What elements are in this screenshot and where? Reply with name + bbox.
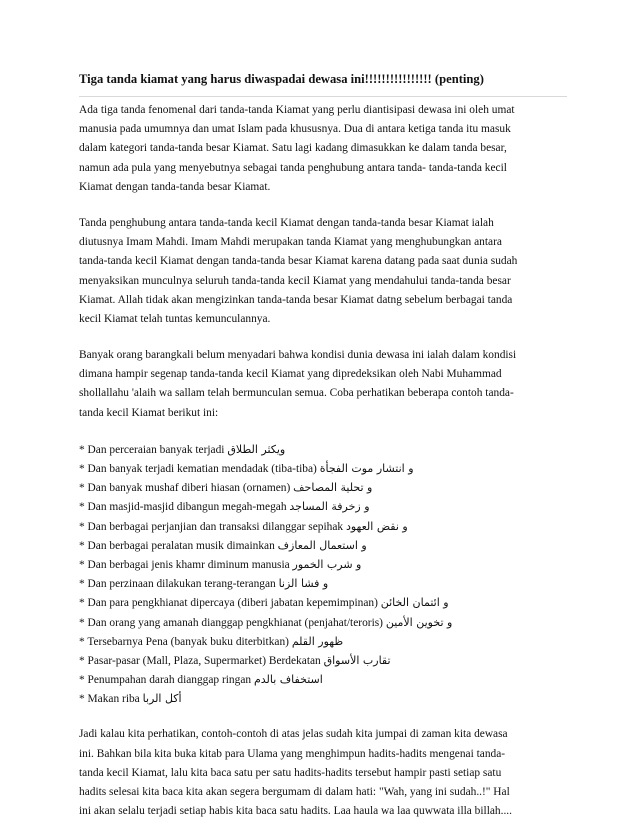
document-page	[79, 70, 567, 838]
paragraph-line: Ada tiga tanda fenomenal dari tanda-tanda Kiamat yang perlu diantisipasi dewasa ini oleh umat	[79, 104, 515, 116]
list-item-arabic: استخفاف بالدم	[253, 673, 323, 687]
list-item-text: * Tersebarnya Pena (banyak buku diterbitkan)	[79, 635, 289, 648]
paragraph-line: namun ada pula yang menyebutnya sebagai tanda penghubung antara tanda- tanda-tanda kecil	[79, 161, 507, 174]
list-item	[79, 536, 567, 555]
list-item-arabic: ظهور القلم	[291, 634, 344, 648]
paragraph-line: kecil Kiamat telah tuntas kemunculannya.	[79, 312, 271, 325]
paragraph-line: tanda kecil Kiamat berikut ini:	[79, 406, 219, 419]
paragraph-line: menyaksikan munculnya seluruh tanda-tanda kecil Kiamat yang mendahului tanda-tanda besar	[79, 274, 511, 287]
list-item-text: * Dan orang yang amanah dianggap pengkhianat (penjahat/teroris)	[79, 616, 383, 629]
list-item	[79, 517, 567, 536]
list-item-text: * Penumpahan darah dianggap ringan	[79, 674, 252, 687]
list-item-arabic: و انتشار موت الفجأة	[319, 462, 414, 475]
list-item	[79, 574, 567, 593]
list-item-arabic: تقارب الأسواق	[323, 653, 391, 667]
list-item-text: * Dan berbagai jenis khamr diminum manusia	[79, 558, 290, 571]
list-item-text: * Dan berbagai perjanjian dan transaksi dilanggar sepihak	[79, 520, 344, 533]
paragraph-line: shollallahu 'alaih wa sallam telah bermunculan semua. Coba perhatikan beberapa contoh tanda-	[79, 387, 514, 400]
paragraph-line: tanda-tanda kecil Kiamat dengan tanda-tanda besar Kiamat karena datang pada saat dunia sudah	[79, 255, 518, 268]
list-item	[79, 689, 567, 708]
list-item-text: * Dan perzinaan dilakukan terang-terangan	[79, 578, 276, 591]
list-item-text: * Dan para pengkhianat dipercaya (diberi jabatan kepemimpinan)	[79, 597, 378, 610]
list-item-arabic: و شرب الخمور	[292, 557, 362, 571]
paragraph-2	[79, 214, 567, 329]
list-item-text: * Dan banyak mushaf diberi hiasan (ornamen)	[79, 482, 291, 495]
paragraph-line: Banyak orang barangkali belum menyadari bahwa kondisi dunia dewasa ini ialah dalam kondisi	[79, 349, 517, 362]
list-item-arabic: و تحلية المصاحف	[293, 481, 373, 495]
paragraph-line: hadits selesai kita baca kita akan segera bergumam di dalam hati: "Wah, yang ini sudah..!" Hal	[79, 786, 510, 798]
paragraph-line: Tanda penghubung antara tanda-tanda kecil Kiamat dengan tanda-tanda besar Kiamat ialah	[79, 216, 494, 229]
paragraph-3	[79, 346, 567, 423]
closing-paragraph	[79, 725, 567, 821]
list-item	[79, 497, 567, 516]
list-item-arabic: و فشا الزنا	[278, 577, 329, 591]
list-item-arabic: و ائتمان الخائن	[380, 596, 449, 610]
paragraph-line: ini. Bahkan bila kita buka kitab para Ulama yang menghimpun hadits-hadits mengenai tanda-	[79, 747, 506, 760]
paragraph-line: Kiamat dengan tanda-tanda besar Kiamat.	[79, 180, 271, 193]
list-item-text: * Dan banyak terjadi kematian mendadak (tiba-tiba)	[79, 463, 317, 475]
paragraph-1	[79, 101, 567, 197]
title-divider	[79, 96, 567, 97]
list-item	[79, 651, 567, 670]
list-item-arabic: و نقض العهود	[345, 519, 408, 533]
list-item	[79, 613, 567, 632]
paragraph-line: Jadi kalau kita perhatikan, contoh-contoh di atas jelas sudah kita jumpai di zaman kita dewasa	[79, 728, 508, 741]
paragraph-line: dalam kategori tanda-tanda besar Kiamat. Satu lagi kadang dimasukkan ke dalam tanda besar,	[79, 142, 507, 155]
paragraph-line: ini akan selalu terjadi setiap habis kita baca satu hadits. Laa haula wa laa quwwata illa billah....	[79, 805, 513, 818]
paragraph-line: dimana hampir segenap tanda-tanda kecil Kiamat yang dipredeksikan oleh Nabi Muhammad	[79, 368, 502, 381]
list-item	[79, 670, 567, 689]
list-item-arabic: و استعمال المعازف	[277, 538, 367, 552]
paragraph-line: manusia pada umumnya dan umat Islam pada khususnya. Dua di antara ketiga tanda itu masuk	[79, 123, 511, 136]
list-item-text: * Dan masjid-masjid dibangun megah-megah	[79, 501, 287, 514]
list-item-arabic: ويكثر الطلاق	[227, 442, 286, 456]
document-title: Tiga tanda kiamat yang harus diwaspadai dewasa ini!!!!!!!!!!!!!!!! (penting)	[79, 72, 484, 86]
paragraph-line: diutusnya Imam Mahdi. Imam Mahdi merupakan tanda Kiamat yang menghubungkan antara	[79, 236, 502, 249]
list-item-text: * Dan berbagai peralatan musik dimainkan	[79, 539, 275, 552]
list-item-text: * Makan riba	[79, 693, 140, 706]
list-item	[79, 459, 567, 478]
list-item-arabic: أكل الربا	[142, 692, 182, 706]
signs-list	[79, 440, 567, 709]
list-item	[79, 478, 567, 497]
list-item	[79, 632, 567, 651]
list-item-text: * Pasar-pasar (Mall, Plaza, Supermarket) Berdekatan	[79, 654, 321, 667]
paragraph-line: tanda kecil Kiamat, lalu kita baca satu per satu hadits-hadits tersebut hampir pasti setiap satu	[79, 766, 502, 779]
paragraph-line: Kiamat. Allah tidak akan mengizinkan tanda-tanda besar Kiamat datng sebelum berbagai tanda	[79, 293, 513, 306]
list-item	[79, 440, 567, 459]
list-item-arabic: و زخرفة المساجد	[289, 500, 370, 514]
list-item-arabic: و تخوين الأمين	[385, 615, 453, 629]
list-item	[79, 555, 567, 574]
list-item	[79, 593, 567, 612]
list-item-text: * Dan perceraian banyak terjadi	[79, 443, 225, 456]
